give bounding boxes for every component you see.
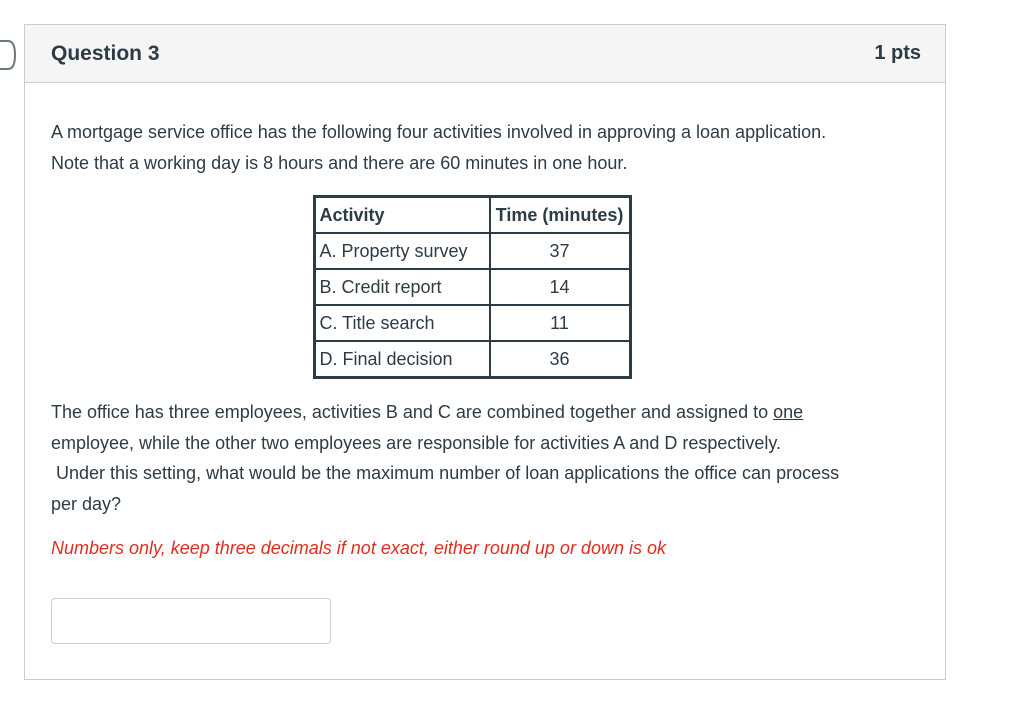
table-row	[315, 341, 630, 377]
time-cell: 11	[490, 305, 630, 341]
question-card	[24, 24, 946, 680]
prompt-underlined-word: one	[773, 402, 804, 422]
table-header-row	[315, 197, 630, 233]
prompt-text-part-2: employee, while the other two employees are responsible for activities A and D respectively.	[51, 432, 782, 453]
activity-table	[313, 195, 632, 379]
answer-input[interactable]	[51, 598, 331, 644]
table-row	[315, 305, 630, 341]
activity-cell: D. Final decision	[315, 341, 490, 377]
answer-instructions: Numbers only, keep three decimals if not exact, either round up or down is ok	[51, 538, 666, 558]
activity-cell: C. Title search	[315, 305, 490, 341]
activity-cell: B. Credit report	[315, 269, 490, 305]
prompt-text-part-4: per day?	[51, 493, 122, 514]
prompt-text-part-1: The office has three employees, activities B and C are combined together and assigned to	[51, 402, 774, 422]
activity-column-header: Activity	[315, 197, 490, 233]
question-points: 1 pts	[874, 42, 921, 64]
time-cell: 37	[490, 233, 630, 269]
intro-line-1: A mortgage service office has the following four activities involved in approving a loan application.	[51, 122, 827, 142]
time-cell: 36	[490, 341, 630, 377]
question-body	[25, 83, 945, 644]
question-nav-arrow-icon	[0, 38, 18, 72]
table-row	[315, 233, 630, 269]
activity-cell: A. Property survey	[315, 233, 490, 269]
question-title: Question 3	[51, 41, 160, 65]
time-column-header: Time (minutes)	[490, 197, 630, 233]
time-cell: 14	[490, 269, 630, 305]
prompt-text-part-3: Under this setting, what would be the maximum number of loan applications the office can process	[51, 463, 840, 483]
question-prompt	[51, 397, 919, 519]
table-row	[315, 269, 630, 305]
intro-line-2: Note that a working day is 8 hours and there are 60 minutes in one hour.	[51, 153, 628, 173]
question-header	[25, 25, 945, 83]
